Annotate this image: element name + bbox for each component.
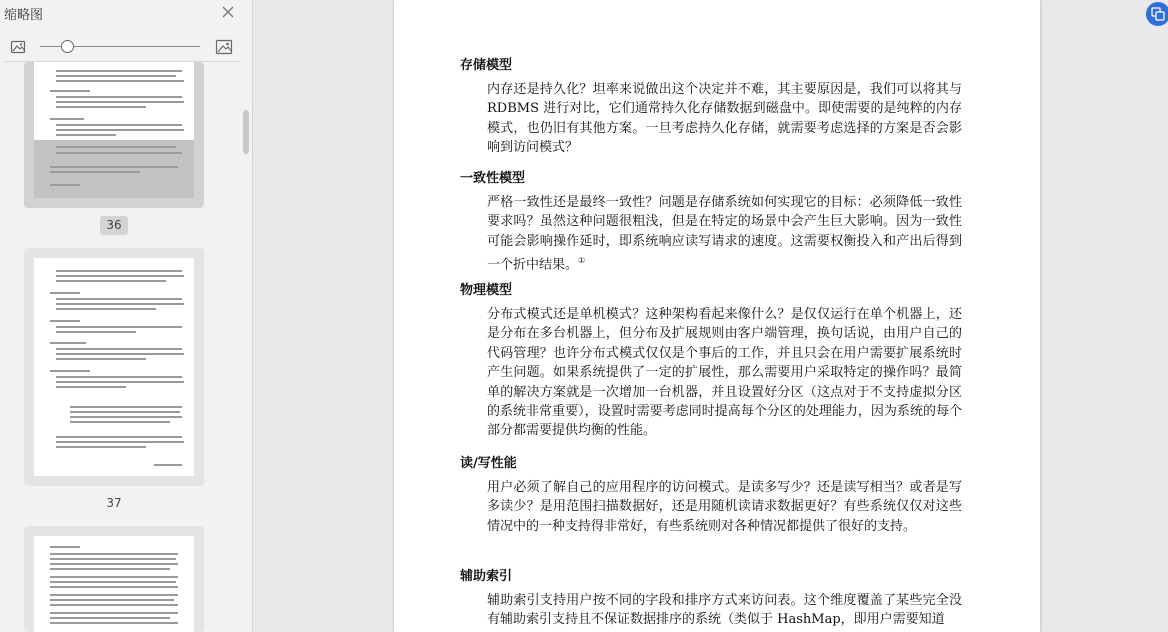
section-paragraph: [487, 193, 962, 275]
section-paragraph: 辅助索引支持用户按不同的字段和排序方式来访问表。这个维度覆盖了某些完全没有辅助索引支持且不保证数据排序的系统（类似于 HashMap，即用户需要知道: [487, 593, 962, 628]
thumbnail-preview: [34, 258, 194, 476]
thumbnail-sidebar: [0, 0, 253, 632]
thumbnail-page-38[interactable]: [24, 526, 204, 632]
section-paragraph: 内存还是持久化？坦率来说做出这个决定并不难，其主要原因是，我们可以将其与 RDBMS 进行对比，它们通常持久化存储数据到磁盘中。即使需要的是纯粹的内存模式，也仍旧有其他方案。一旦考虑持久化存储，就需要考虑选择的方案是否会影响到访问模式？: [487, 82, 962, 156]
translate-button[interactable]: [1146, 2, 1168, 26]
section-heading: 辅助索引: [460, 569, 513, 584]
thumbnail-preview: [34, 536, 194, 632]
document-page: [394, 0, 1040, 632]
thumbnail-page-37[interactable]: [24, 248, 204, 486]
thumbnail-page-number: 37: [106, 496, 122, 510]
section-paragraph: 用户必须了解自己的应用程序的访问模式。是读多写少？还是读写相当？或者是写多读少？是用范围扫描数据好，还是用随机读请求数据更好？有些系统仅仅对这些情况中的一种支持得非常好，有些系统则对各种情况都提供了很好的支持。: [487, 480, 962, 534]
zoom-slider-thumb[interactable]: [61, 40, 74, 53]
section-heading: 存储模型: [460, 58, 513, 73]
section-paragraph: 分布式模式还是单机模式？这种架构看起来像什么？是仅仅运行在单个机器上，还是分布在多台机器上，但分布及扩展规则由客户端管理，换句话说，由用户自己的代码管理？也许分布式模式仅仅是个事后的工作，并且只会在用户需要扩展系统时产生问题。如果系统提供了一定的扩展性，那么需要用户采取特定的操作吗？最简单的解决方案就是一次增加一台机器，并且设置好分区（这点对于不支持虚拟分区的系统非常重要），设置时需要考虑同时提高每个分区的处理能力，因为系统的每个部分都需要提供均衡的性能。: [487, 307, 962, 439]
thumbnail-preview: [34, 62, 194, 198]
sidebar-title: 缩略图: [4, 8, 44, 23]
section-heading: 一致性模型: [460, 171, 526, 186]
section-heading: 物理模型: [460, 283, 513, 298]
footnote-marker[interactable]: ①: [578, 256, 586, 266]
thumbnail-page-36[interactable]: [24, 62, 204, 208]
translate-icon: [1151, 7, 1165, 21]
sidebar-header: [0, 0, 252, 26]
small-image-icon[interactable]: [10, 39, 26, 55]
section-heading: 读/写性能: [460, 456, 517, 471]
paragraph-text: 严格一致性还是最终一致性？问题是存储系统如何实现它的目标：必须降低一致性要求吗？虽然这种问题很粗浅，但是在特定的场景中会产生巨大影响。因为一致性可能会影响操作延时，即系统响应读写请求的速度。这需要权衡投入和产出后得到一个折中结果。: [487, 195, 962, 273]
thumbnail-page-number: 36: [100, 216, 128, 235]
close-icon[interactable]: [220, 4, 236, 20]
large-image-icon[interactable]: [215, 38, 233, 56]
sidebar-scrollbar[interactable]: [243, 110, 249, 154]
